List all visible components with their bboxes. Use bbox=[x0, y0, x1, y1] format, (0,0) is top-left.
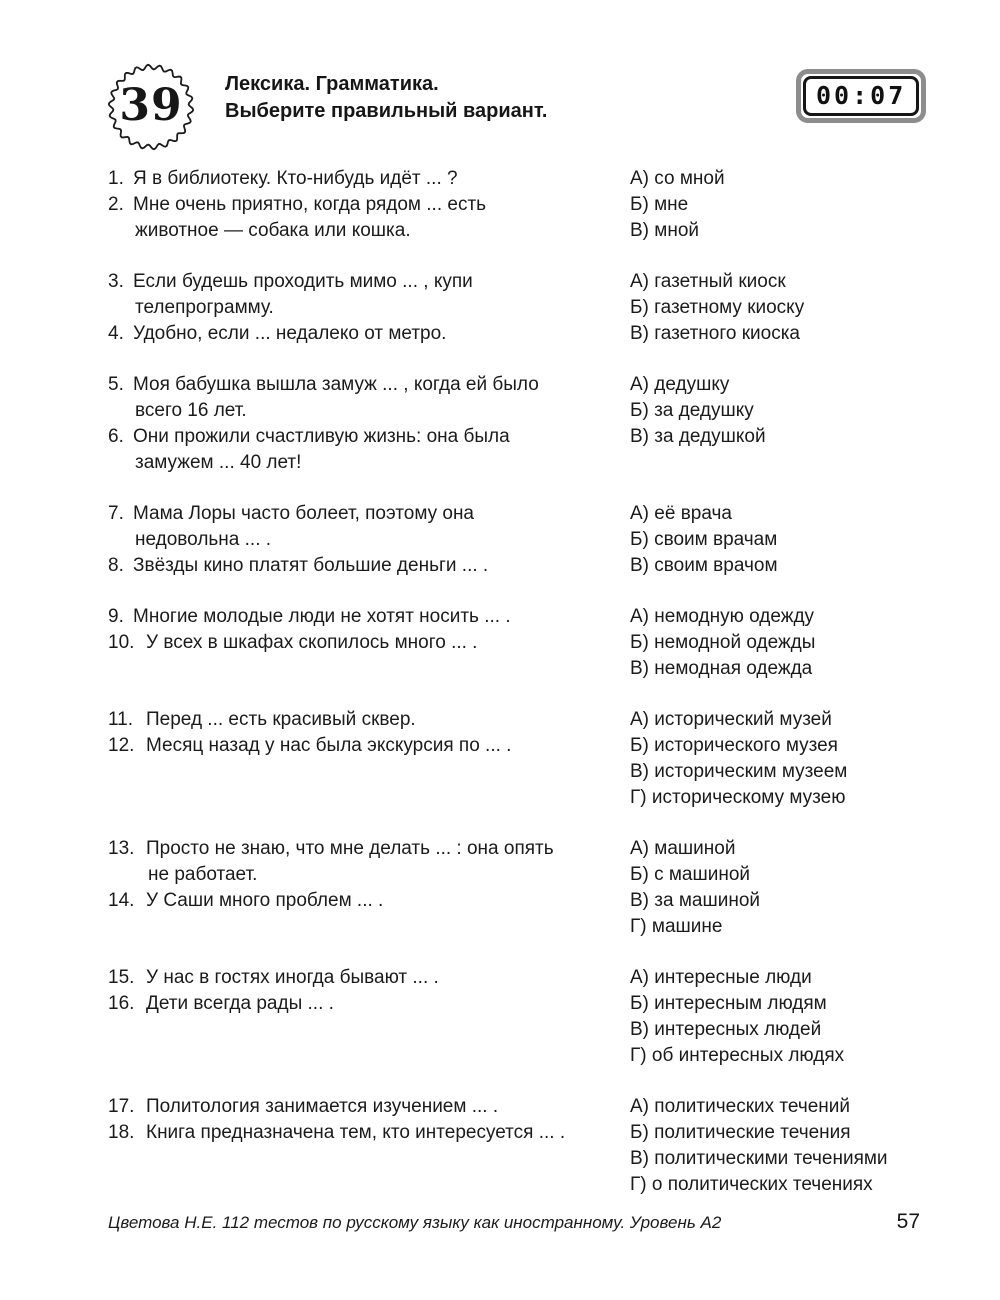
question-first-line bbox=[108, 192, 630, 218]
answer-option: Б) газетному киоску bbox=[630, 297, 805, 318]
answer-option: Г) о политических течениях bbox=[630, 1174, 873, 1195]
title-line-1: Лексика. Грамматика. bbox=[225, 73, 439, 95]
question-block bbox=[108, 836, 920, 940]
page-title bbox=[225, 71, 547, 125]
page-number: 57 bbox=[896, 1210, 920, 1233]
options-column bbox=[630, 836, 920, 940]
question-number: 1. bbox=[108, 168, 124, 189]
question-number: 12. bbox=[108, 735, 135, 756]
question-first-line bbox=[108, 501, 630, 527]
test-number-badge bbox=[106, 62, 196, 152]
answer-option: Б) с машиной bbox=[630, 864, 751, 885]
question-first-line bbox=[108, 630, 630, 656]
questions-column bbox=[108, 836, 630, 940]
question-number: 2. bbox=[108, 194, 124, 215]
question-first-line bbox=[108, 321, 630, 347]
question-first-line bbox=[108, 604, 630, 630]
question-text: Дети всегда рады ... . bbox=[146, 993, 334, 1014]
question-first-line bbox=[108, 733, 630, 759]
answer-option: А) со мной bbox=[630, 168, 725, 189]
question-number: 15. bbox=[108, 967, 135, 988]
question-block bbox=[108, 372, 920, 476]
question-text: Моя бабушка вышла замуж ... , когда ей было bbox=[133, 374, 539, 395]
question-number: 3. bbox=[108, 271, 124, 292]
question-first-line bbox=[108, 707, 630, 733]
question-text: Многие молодые люди не хотят носить ... . bbox=[133, 606, 511, 627]
question-number: 4. bbox=[108, 323, 124, 344]
question-number: 14. bbox=[108, 890, 135, 911]
answer-option: А) дедушку bbox=[630, 374, 730, 395]
options-column bbox=[630, 166, 920, 244]
answer-option: Б) за дедушку bbox=[630, 400, 754, 421]
question-number: 18. bbox=[108, 1122, 135, 1143]
questions-column bbox=[108, 965, 630, 1069]
answer-option: А) газетный киоск bbox=[630, 271, 786, 292]
question-continuation-line: всего 16 лет. bbox=[135, 400, 247, 421]
options-column bbox=[630, 604, 920, 682]
questions-column bbox=[108, 604, 630, 682]
question-block bbox=[108, 166, 920, 244]
answer-option: В) газетного киоска bbox=[630, 323, 800, 344]
answer-option: В) мной bbox=[630, 220, 700, 241]
question-number: 11. bbox=[108, 709, 134, 730]
timer-display bbox=[796, 69, 926, 123]
question-first-line bbox=[108, 372, 630, 398]
question-text: Звёзды кино платят большие деньги ... . bbox=[133, 555, 489, 576]
question-number: 7. bbox=[108, 503, 124, 524]
answer-option: Б) немодной одежды bbox=[630, 632, 816, 653]
questions-column bbox=[108, 166, 630, 244]
question-block bbox=[108, 965, 920, 1069]
answer-option: А) её врача bbox=[630, 503, 732, 524]
question-continuation-line: телепрограмму. bbox=[135, 297, 274, 318]
question-text: Политология занимается изучением ... . bbox=[146, 1096, 499, 1117]
question-text: Удобно, если ... недалеко от метро. bbox=[133, 323, 447, 344]
answer-option: А) интересные люди bbox=[630, 967, 812, 988]
question-continuation-line: замужем ... 40 лет! bbox=[135, 452, 302, 473]
question-text: Мне очень приятно, когда рядом ... есть bbox=[133, 194, 487, 215]
question-number: 16. bbox=[108, 993, 135, 1014]
question-first-line bbox=[108, 424, 630, 450]
question-text: Перед ... есть красивый сквер. bbox=[146, 709, 416, 730]
blocks-container bbox=[108, 166, 920, 1223]
answer-option: Г) историческому музею bbox=[630, 787, 846, 808]
question-first-line bbox=[108, 553, 630, 579]
question-number: 17. bbox=[108, 1096, 135, 1117]
question-block bbox=[108, 604, 920, 682]
answer-option: В) историческим музеем bbox=[630, 761, 848, 782]
question-text: Просто не знаю, что мне делать ... : она опять bbox=[146, 838, 554, 859]
options-column bbox=[630, 707, 920, 811]
question-first-line bbox=[108, 991, 630, 1017]
options-column bbox=[630, 501, 920, 579]
question-first-line bbox=[108, 888, 630, 914]
questions-column bbox=[108, 501, 630, 579]
question-block bbox=[108, 269, 920, 347]
timer-value: 00:07 bbox=[803, 76, 919, 116]
question-first-line bbox=[108, 269, 630, 295]
question-first-line bbox=[108, 1120, 630, 1146]
question-continuation-line: недовольна ... . bbox=[135, 529, 272, 550]
answer-option: Б) политические течения bbox=[630, 1122, 851, 1143]
question-number: 10. bbox=[108, 632, 135, 653]
question-first-line bbox=[108, 1094, 630, 1120]
page-footer bbox=[108, 1210, 920, 1234]
answer-option: В) своим врачом bbox=[630, 555, 778, 576]
options-column bbox=[630, 269, 920, 347]
question-block bbox=[108, 707, 920, 811]
answer-option: Б) интересным людям bbox=[630, 993, 827, 1014]
questions-column bbox=[108, 269, 630, 347]
options-column bbox=[630, 965, 920, 1069]
question-number: 13. bbox=[108, 838, 135, 859]
questions-column bbox=[108, 707, 630, 811]
answer-option: А) исторический музей bbox=[630, 709, 832, 730]
question-number: 8. bbox=[108, 555, 124, 576]
options-column bbox=[630, 372, 920, 476]
question-number: 9. bbox=[108, 606, 124, 627]
question-block bbox=[108, 501, 920, 579]
question-continuation-line: животное — собака или кошка. bbox=[135, 220, 411, 241]
answer-option: В) немодная одежда bbox=[630, 658, 813, 679]
question-first-line bbox=[108, 836, 630, 862]
questions-column bbox=[108, 1094, 630, 1198]
question-text: У нас в гостях иногда бывают ... . bbox=[146, 967, 439, 988]
answer-option: Б) исторического музея bbox=[630, 735, 838, 756]
answer-option: В) за дедушкой bbox=[630, 426, 766, 447]
question-text: Месяц назад у нас была экскурсия по ... . bbox=[146, 735, 512, 756]
answer-option: В) интересных людей bbox=[630, 1019, 822, 1040]
question-number: 5. bbox=[108, 374, 124, 395]
footer-citation: Цветова Н.Е. 112 тестов по русскому языку как иностранному. Уровень А2 bbox=[108, 1213, 722, 1232]
answer-option: В) за машиной bbox=[630, 890, 760, 911]
question-text: Я в библиотеку. Кто-нибудь идёт ... ? bbox=[133, 168, 458, 189]
question-first-line bbox=[108, 166, 630, 192]
question-number: 6. bbox=[108, 426, 124, 447]
question-text: Книга предназначена тем, кто интересуется ... . bbox=[146, 1122, 566, 1143]
answer-option: Б) мне bbox=[630, 194, 689, 215]
options-column bbox=[630, 1094, 920, 1198]
question-text: У всех в шкафах скопилось много ... . bbox=[146, 632, 478, 653]
answer-option: Г) об интересных людях bbox=[630, 1045, 845, 1066]
answer-option: А) политических течений bbox=[630, 1096, 851, 1117]
test-number: 39 bbox=[119, 80, 183, 131]
question-first-line bbox=[108, 965, 630, 991]
answer-option: Б) своим врачам bbox=[630, 529, 778, 550]
question-text: Мама Лоры часто болеет, поэтому она bbox=[133, 503, 474, 524]
answer-option: А) машиной bbox=[630, 838, 736, 859]
answer-option: Г) машине bbox=[630, 916, 723, 937]
question-text: Если будешь проходить мимо ... , купи bbox=[133, 271, 473, 292]
question-block bbox=[108, 1094, 920, 1198]
question-text: Они прожили счастливую жизнь: она была bbox=[133, 426, 510, 447]
question-continuation-line: не работает. bbox=[148, 864, 258, 885]
questions-column bbox=[108, 372, 630, 476]
title-line-2: Выберите правильный вариант. bbox=[225, 100, 548, 122]
question-text: У Саши много проблем ... . bbox=[146, 890, 384, 911]
answer-option: В) политическими течениями bbox=[630, 1148, 888, 1169]
answer-option: А) немодную одежду bbox=[630, 606, 815, 627]
